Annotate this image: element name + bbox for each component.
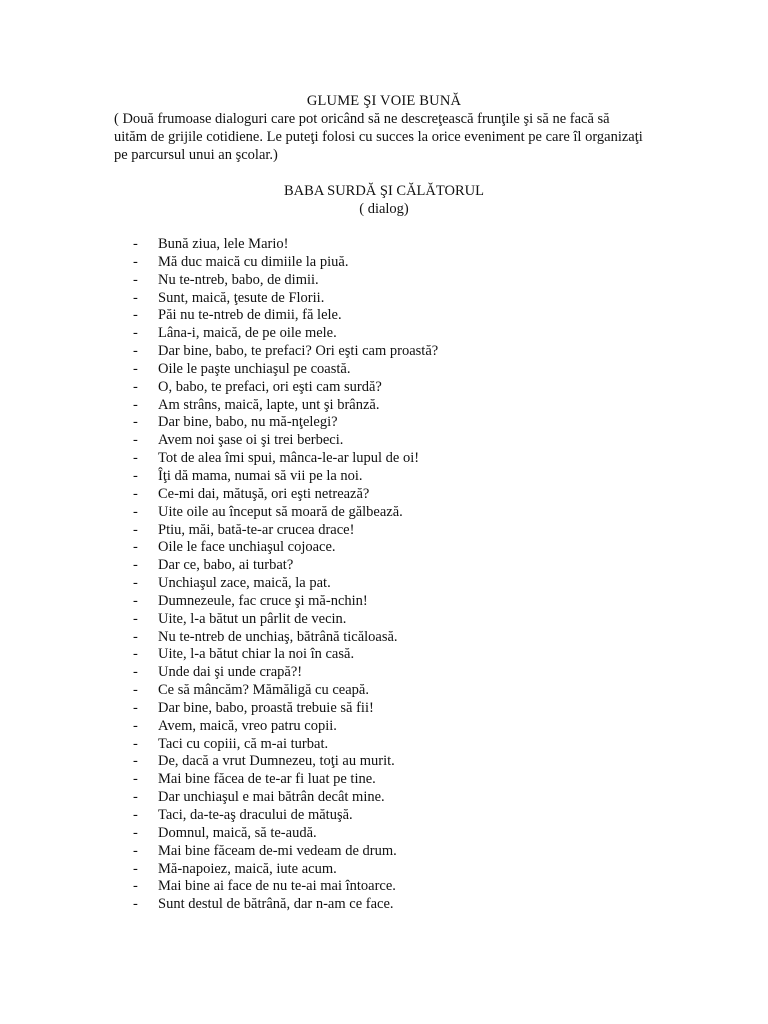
list-dash: - xyxy=(133,753,138,770)
dialog-line-text: Taci, da-te-aş dracului de mătuşă. xyxy=(158,807,353,823)
dialog-line-text: Păi nu te-ntreb de dimii, fă lele. xyxy=(158,307,342,324)
dialog-line-text: Uite, l-a bătut un pârlit de vecin. xyxy=(158,610,347,627)
dialog-line-text: Sunt, maică, ţesute de Florii. xyxy=(158,289,325,306)
dialog-line-text: Dar unchiaşul e mai bătrân decât mine. xyxy=(158,789,385,806)
list-dash: - xyxy=(133,717,138,734)
dialog-line-text: Mai bine făcea de te-ar fi luat pe tine. xyxy=(158,771,376,788)
dialog-line xyxy=(0,468,768,486)
dialog-line-text: Dar bine, babo, te prefaci? Ori eşti cam proastă? xyxy=(158,343,439,360)
list-dash: - xyxy=(133,771,138,788)
document-title: GLUME ŞI VOIE BUNĂ xyxy=(306,93,462,109)
dialog-list xyxy=(0,236,768,914)
dialog-line xyxy=(0,290,768,308)
dialog-line xyxy=(0,646,768,664)
dialog-line xyxy=(0,397,768,415)
list-dash: - xyxy=(133,628,138,645)
list-dash: - xyxy=(133,592,138,609)
dialog-line-text: Avem, maică, vreo patru copii. xyxy=(158,717,337,734)
dialog-line-text: Tot de alea îmi spui, mânca-le-ar lupul de oi! xyxy=(158,450,420,467)
dialog-line xyxy=(0,379,768,397)
dialog-line xyxy=(0,432,768,450)
dialog-line xyxy=(0,325,768,343)
list-dash: - xyxy=(133,682,138,699)
dialog-line-text: Ce să mâncăm? Mămăligă cu ceapă. xyxy=(158,682,369,699)
dialog-line xyxy=(0,861,768,879)
list-dash: - xyxy=(133,271,138,288)
dialog-line-text: Am strâns, maică, lapte, unt şi brânză. xyxy=(158,396,380,413)
list-dash: - xyxy=(133,343,138,360)
dialog-line-text: Ce-mi dai, mătuşă, ori eşti netrează? xyxy=(158,485,370,502)
dialog-line xyxy=(0,486,768,504)
dialog-line-text: Uite, l-a bătut chiar la noi în casă. xyxy=(158,646,355,663)
dialog-line xyxy=(0,629,768,647)
dialog-line xyxy=(0,504,768,522)
dialog-line xyxy=(0,575,768,593)
list-dash: - xyxy=(133,378,138,395)
dialog-line-text: Dar bine, babo, nu mă-nţelegi? xyxy=(158,414,338,431)
dialog-line xyxy=(0,718,768,736)
list-dash: - xyxy=(133,557,138,574)
dialog-line-text: Dumnezeule, fac cruce şi mă-nchin! xyxy=(158,592,368,609)
dialog-line xyxy=(0,343,768,361)
list-dash: - xyxy=(133,253,138,270)
list-dash: - xyxy=(133,699,138,716)
list-dash: - xyxy=(133,521,138,538)
dialog-line-text: Domnul, maică, să te-audă. xyxy=(158,824,317,841)
list-dash: - xyxy=(133,860,138,877)
list-dash: - xyxy=(133,467,138,484)
dialog-line-text: Taci cu copiii, că m-ai turbat. xyxy=(158,735,329,752)
dialog-line xyxy=(0,736,768,754)
list-dash: - xyxy=(133,842,138,859)
list-dash: - xyxy=(133,735,138,752)
dialog-line xyxy=(0,236,768,254)
dialog-line xyxy=(0,254,768,272)
dialog-line-text: Sunt destul de bătrână, dar n-am ce face. xyxy=(158,896,394,913)
dialog-line xyxy=(0,361,768,379)
dialog-line-text: Dar bine, babo, proastă trebuie să fii! xyxy=(158,699,374,716)
list-dash: - xyxy=(133,575,138,592)
dialog-line xyxy=(0,611,768,629)
dialog-line xyxy=(0,825,768,843)
list-dash: - xyxy=(133,664,138,681)
list-dash: - xyxy=(133,646,138,663)
intro-paragraph: ( Două frumoase dialoguri care pot oricând să ne descreţească frunţile şi să ne facă să uităm de grijile cotidiene. Le puteţi folosi cu succes la orice eveniment pe care îl organizaţi pe parcursul unui an şcolar.) xyxy=(114,111,643,163)
dialog-line xyxy=(0,450,768,468)
list-dash: - xyxy=(133,485,138,502)
dialog-line-text: Oile le paşte unchiaşul pe coastă. xyxy=(158,360,351,377)
dialog-line xyxy=(0,593,768,611)
list-dash: - xyxy=(133,450,138,467)
list-dash: - xyxy=(133,307,138,324)
dialog-line xyxy=(0,789,768,807)
list-dash: - xyxy=(133,236,138,252)
dialog-line-text: Dar ce, babo, ai turbat? xyxy=(158,557,294,574)
dialog-line xyxy=(0,539,768,557)
list-dash: - xyxy=(133,503,138,520)
dialog-line xyxy=(0,664,768,682)
dialog-line-text: Avem noi şase oi şi trei berbeci. xyxy=(158,432,344,449)
dialog-line xyxy=(0,682,768,700)
dialog-line xyxy=(0,557,768,575)
dialog-line-text: De, dacă a vrut Dumnezeu, toţi au murit. xyxy=(158,753,395,770)
dialog-line-text: Unde dai şi unde crapă?! xyxy=(158,664,303,681)
list-dash: - xyxy=(133,610,138,627)
section-title: BABA SURDĂ ŞI CĂLĂTORUL xyxy=(284,183,484,199)
list-dash: - xyxy=(133,896,138,913)
dialog-line-text: Mă-napoiez, maică, iute acum. xyxy=(158,860,337,877)
section-subtitle: ( dialog) xyxy=(359,201,409,217)
dialog-line-text: Lâna-i, maică, de pe oile mele. xyxy=(158,325,337,342)
dialog-line xyxy=(0,272,768,290)
dialog-line xyxy=(0,896,768,914)
dialog-line xyxy=(0,771,768,789)
dialog-line-text: Nu te-ntreb, babo, de dimii. xyxy=(158,271,319,288)
list-dash: - xyxy=(133,824,138,841)
list-dash: - xyxy=(133,432,138,449)
dialog-line xyxy=(0,878,768,896)
dialog-line-text: Mă duc maică cu dimiile la piuă. xyxy=(158,253,349,270)
list-dash: - xyxy=(133,789,138,806)
list-dash: - xyxy=(133,878,138,895)
list-dash: - xyxy=(133,360,138,377)
list-dash: - xyxy=(133,396,138,413)
dialog-line xyxy=(0,522,768,540)
dialog-line-text: Oile le face unchiaşul cojoace. xyxy=(158,539,336,556)
dialog-line xyxy=(0,414,768,432)
dialog-line xyxy=(0,753,768,771)
dialog-line xyxy=(0,700,768,718)
dialog-line-text: Ptiu, măi, bată-te-ar crucea drace! xyxy=(158,521,355,538)
dialog-line-text: Mai bine făceam de-mi vedeam de drum. xyxy=(158,842,397,859)
dialog-line-text: Mai bine ai face de nu te-ai mai întoarce. xyxy=(158,878,396,895)
list-dash: - xyxy=(133,325,138,342)
dialog-line xyxy=(0,307,768,325)
dialog-line-text: Bună ziua, lele Mario! xyxy=(158,236,289,252)
list-dash: - xyxy=(133,539,138,556)
dialog-line xyxy=(0,843,768,861)
list-dash: - xyxy=(133,807,138,823)
list-dash: - xyxy=(133,414,138,431)
dialog-line-text: Uite oile au început să moară de gălbează. xyxy=(158,503,403,520)
list-dash: - xyxy=(133,289,138,306)
dialog-line-text: O, babo, te prefaci, ori eşti cam surdă? xyxy=(158,378,382,395)
dialog-line-text: Unchiaşul zace, maică, la pat. xyxy=(158,575,331,592)
dialog-line-text: Nu te-ntreb de unchiaş, bătrână ticăloasă. xyxy=(158,628,398,645)
dialog-line xyxy=(0,807,768,825)
dialog-line-text: Îţi dă mama, numai să vii pe la noi. xyxy=(158,467,363,484)
